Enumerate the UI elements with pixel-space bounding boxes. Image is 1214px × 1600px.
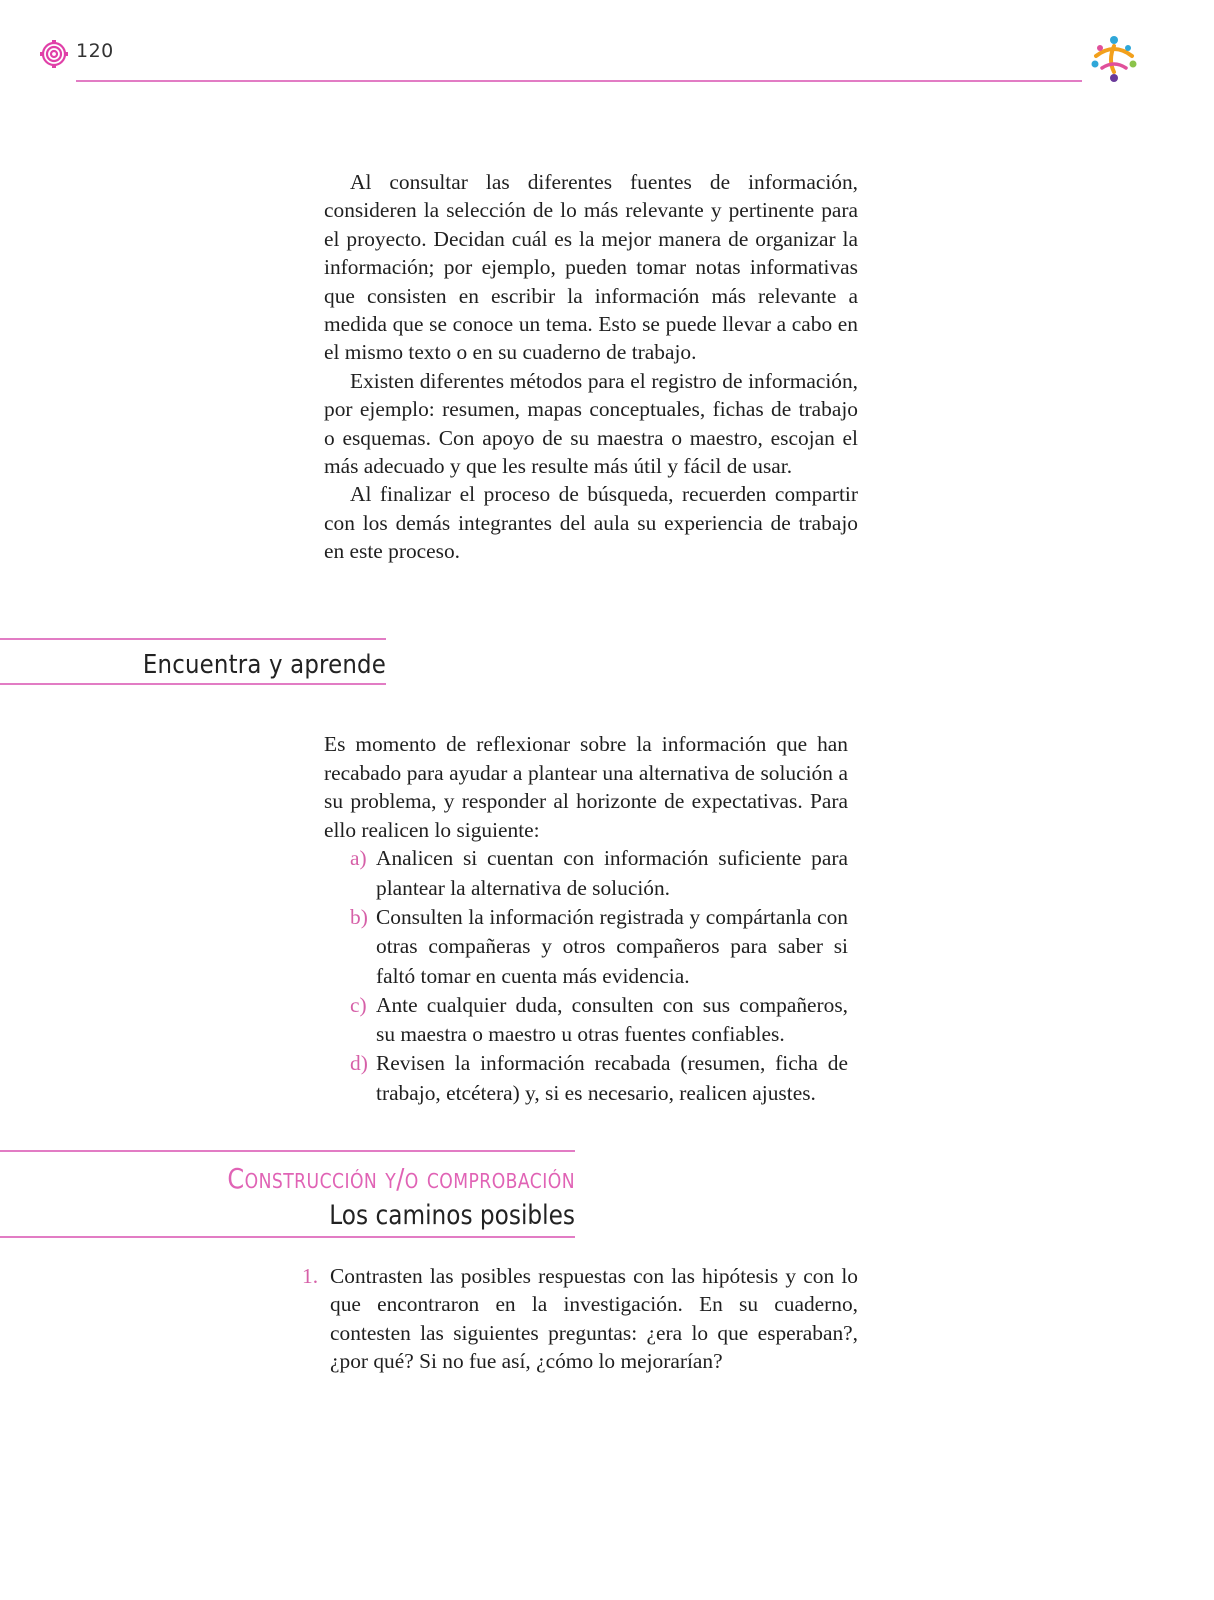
section-subheading-caminos: Los caminos posibles	[329, 1200, 575, 1231]
section-rule-bottom	[0, 683, 386, 685]
section-heading-construccion: Construcción y/o comprobación	[227, 1162, 575, 1195]
list-item-text: Revisen la información recabada (resumen, ficha de trabajo, etcétera) y, si es necesario, realicen ajustes.	[376, 1051, 848, 1105]
list-item	[324, 844, 848, 903]
paragraph: Existen diferentes métodos para el registro de información, por ejemplo: resumen, mapas conceptuales, fichas de trabajo o esquemas. Con apoyo de su maestra o maestro, escojan el más adecuado y que les resulte más útil y fácil de usar.	[324, 368, 858, 479]
construccion-text	[302, 1262, 858, 1376]
section-heading-encuentra: Encuentra y aprende	[142, 650, 386, 680]
header-divider	[76, 80, 1082, 82]
list-item	[324, 1049, 848, 1108]
section-rule-top	[0, 638, 386, 640]
list-item-text: Analicen si cuentan con información suficiente para plantear la alternativa de solución.	[376, 846, 848, 900]
list-marker: b)	[350, 904, 368, 929]
list-marker: a)	[350, 846, 367, 871]
intro-text	[324, 168, 858, 566]
list-marker: 1.	[302, 1264, 319, 1288]
list-item-text: Consulten la información registrada y compártanla con otras compañeras y otros compañeros para saber si faltó tomar en cuenta más evidencia.	[376, 904, 848, 988]
list-item	[324, 991, 848, 1050]
list-item	[302, 1262, 858, 1376]
section-rule-bottom	[0, 1236, 575, 1238]
dancing-figure-logo-icon	[1088, 34, 1140, 84]
numbered-list	[302, 1262, 858, 1376]
activity-list	[324, 844, 848, 1108]
list-marker: d)	[350, 1051, 368, 1076]
paragraph: Al consultar las diferentes fuentes de información, consideren la selección de lo más relevante y pertinente para el proyecto. Decidan cuál es la mejor manera de organizar la información; por ejemplo, pueden tomar notas informativas que consisten en escribir la información más relevante a medida que se conoce un tema. Esto se puede llevar a cabo en el mismo texto o en su cuaderno de trabajo.	[324, 170, 858, 365]
spiral-ornament-icon	[40, 40, 68, 68]
paragraph: Al finalizar el proceso de búsqueda, recuerden compartir con los demás integrantes del aula su experiencia de trabajo en este proceso.	[324, 482, 858, 564]
list-item-text: Ante cualquier duda, consulten con sus compañeros, su maestra o maestro u otras fuentes confiables.	[376, 992, 848, 1047]
page-number: 120	[76, 40, 114, 62]
section-rule-top	[0, 1150, 575, 1152]
list-item	[324, 903, 848, 991]
list-item-text: Contrasten las posibles respuestas con las hipótesis y con lo que encontraron en la investigación. En su cuaderno, contesten las siguientes preguntas: ¿era lo que esperaban?, ¿por qué? Si no fue así, ¿cómo lo mejorarían?	[330, 1264, 858, 1374]
encuentra-text	[324, 730, 848, 1108]
list-marker: c)	[350, 992, 367, 1017]
paragraph: Es momento de reflexionar sobre la información que han recabado para ayudar a plantear una alternativa de solución a su problema, y responder al horizonte de expectativas. Para ello realicen lo siguiente:	[324, 732, 848, 842]
